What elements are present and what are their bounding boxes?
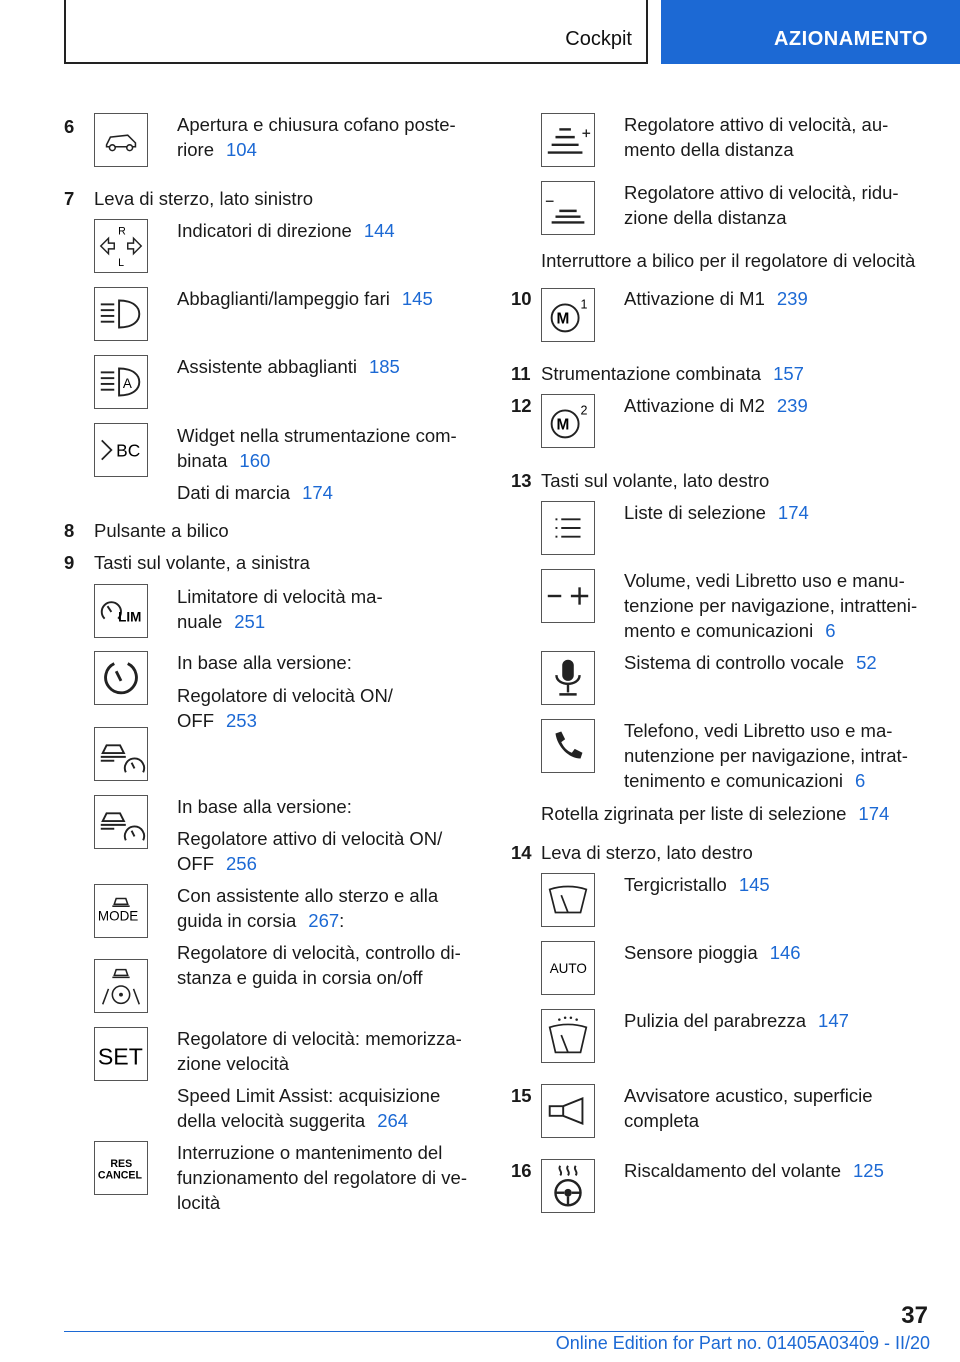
turn-signal-icon bbox=[94, 219, 148, 273]
distance-increase-icon bbox=[541, 113, 595, 167]
set-icon bbox=[94, 1027, 148, 1081]
item-12-text: Attivazione di M2 239 bbox=[624, 395, 808, 416]
page-ref-link[interactable]: 256 bbox=[226, 853, 257, 874]
distance-decrease-icon bbox=[541, 181, 595, 235]
vocale-text: Sistema di controllo vocale 52 bbox=[624, 652, 877, 673]
sensore-text: Sensore pioggia 146 bbox=[624, 942, 801, 963]
regolatore-on-text: Regolatore di velocità ON/ OFF 253 bbox=[177, 685, 393, 731]
dati-text: Dati di marcia 174 bbox=[177, 482, 333, 503]
svg-text:RES: RES bbox=[110, 1158, 133, 1171]
item-number: 16 bbox=[511, 1160, 532, 1181]
telefono-text: Telefono, vedi Libretto uso e ma- nutenzione per navigazione, intrat- tenimento e comunicazioni 6 bbox=[624, 720, 908, 791]
header-section-box bbox=[64, 0, 648, 64]
page-ref-link[interactable]: 6 bbox=[855, 770, 866, 791]
svg-text:M: M bbox=[556, 416, 570, 434]
page-ref-link[interactable]: 125 bbox=[853, 1160, 884, 1181]
svg-text:LIM: LIM bbox=[118, 609, 142, 625]
page-ref-link[interactable]: 239 bbox=[776, 288, 808, 309]
page-ref-link[interactable]: 52 bbox=[856, 652, 877, 673]
mode-icon bbox=[94, 884, 148, 938]
page-ref-link[interactable]: 144 bbox=[363, 220, 395, 241]
item-14-text: Leva di sterzo, lato destro bbox=[541, 842, 753, 863]
item-number: 10 bbox=[511, 288, 532, 309]
item-number: 14 bbox=[511, 842, 532, 863]
wiper-icon bbox=[541, 873, 595, 927]
washer-icon bbox=[541, 1009, 595, 1063]
svg-text:R: R bbox=[118, 225, 126, 238]
page-ref-link[interactable]: 174 bbox=[777, 502, 809, 523]
footer-divider bbox=[64, 1331, 864, 1332]
liste-text: Liste di selezione 174 bbox=[624, 502, 809, 523]
page-ref-link[interactable]: 174 bbox=[858, 803, 890, 824]
page-ref-link[interactable]: 145 bbox=[401, 288, 433, 309]
pulizia-text: Pulizia del parabrezza 147 bbox=[624, 1010, 849, 1031]
header-chapter: AZIONAMENTO bbox=[773, 28, 928, 50]
svg-text:L: L bbox=[118, 257, 125, 270]
item-number: 13 bbox=[511, 470, 532, 491]
svg-text:AUTO: AUTO bbox=[549, 960, 587, 976]
steering-assist-icon bbox=[94, 959, 148, 1013]
page-ref-link[interactable]: 147 bbox=[818, 1010, 849, 1031]
item-7-text: Leva di sterzo, lato sinistro bbox=[94, 188, 314, 209]
horn-icon bbox=[541, 1084, 595, 1138]
page-number: 37 bbox=[901, 1302, 928, 1329]
res-cancel-icon bbox=[94, 1141, 148, 1195]
page-ref-link[interactable]: 185 bbox=[368, 356, 400, 377]
controllo-text: Regolatore di velocità, controllo di- stanza e guida in corsia on/off bbox=[177, 942, 461, 988]
page-ref-link[interactable]: 239 bbox=[776, 395, 808, 416]
con-assistente-text: Con assistente allo sterzo e alla guida in corsia 267: bbox=[177, 885, 439, 931]
base1-text: In base alla versione: bbox=[177, 652, 352, 673]
svg-text:SET: SET bbox=[97, 1043, 143, 1070]
page-ref-link[interactable]: 267 bbox=[308, 910, 340, 931]
limitatore-text: Limitatore di velocità ma- nuale 251 bbox=[177, 586, 383, 632]
indicatori-text: Indicatori di direzione 144 bbox=[177, 220, 395, 241]
active-cruise-icon bbox=[94, 795, 148, 849]
footer-edition: Online Edition for Part no. 01405A03409 - II/20 bbox=[555, 1333, 930, 1353]
memorizza-text: Regolatore di velocità: memorizza- zione velocità bbox=[177, 1028, 462, 1074]
item-number: 7 bbox=[64, 188, 75, 209]
page-ref-link[interactable]: 146 bbox=[769, 942, 801, 963]
item-number: 15 bbox=[511, 1085, 532, 1106]
item-number: 9 bbox=[64, 552, 75, 573]
page-ref-link[interactable]: 264 bbox=[377, 1110, 409, 1131]
header-chapter-tab[interactable] bbox=[661, 0, 960, 64]
header-section: Cockpit bbox=[565, 28, 632, 50]
svg-text:MODE: MODE bbox=[97, 908, 139, 924]
rear-lid-icon bbox=[94, 113, 148, 167]
page-ref-link[interactable]: 104 bbox=[226, 139, 257, 160]
m1-icon bbox=[541, 288, 595, 342]
page-ref-link[interactable]: 145 bbox=[738, 874, 770, 895]
item-15-text: Avvisatore acustico, superficie completa bbox=[624, 1085, 873, 1131]
item-16-text: Riscaldamento del volante 125 bbox=[624, 1160, 884, 1181]
volume-text: Volume, vedi Libretto uso e manu- tenzione per navigazione, intratteni- mento e comunicazioni 6 bbox=[624, 570, 918, 641]
assistente-text: Assistente abbaglianti 185 bbox=[177, 356, 400, 377]
speed-limiter-icon bbox=[94, 584, 148, 638]
volume-icon bbox=[541, 569, 595, 623]
rotella-text: Rotella zigrinata per liste di selezione 174 bbox=[541, 803, 890, 824]
page-ref-link[interactable]: 160 bbox=[239, 450, 271, 471]
item-11-text: Strumentazione combinata 157 bbox=[541, 363, 804, 384]
interruttore-text: Interruttore a bilico per il regolatore di velocità bbox=[541, 250, 916, 271]
item-number: 6 bbox=[64, 116, 75, 137]
regolatore-attivo-text: Regolatore attivo di velocità ON/ OFF 256 bbox=[177, 828, 443, 874]
microphone-icon bbox=[541, 651, 595, 705]
item-13-text: Tasti sul volante, lato destro bbox=[541, 470, 770, 491]
item-10-text: Attivazione di M1 239 bbox=[624, 288, 808, 309]
tergi-text: Tergicristallo 145 bbox=[624, 874, 770, 895]
item-8-text: Pulsante a bilico bbox=[94, 520, 229, 541]
item-number: 12 bbox=[511, 395, 532, 416]
item-6-text: Apertura e chiusura cofano poste- riore 104 bbox=[177, 114, 456, 160]
svg-text:BC: BC bbox=[116, 440, 141, 461]
phone-icon bbox=[541, 719, 595, 773]
page-ref-link[interactable]: 174 bbox=[302, 482, 333, 503]
svg-text:2: 2 bbox=[580, 403, 588, 418]
base2-text: In base alla versione: bbox=[177, 796, 352, 817]
aumento-text: Regolatore attivo di velocità, au- mento della distanza bbox=[624, 114, 889, 160]
svg-text:M: M bbox=[556, 310, 570, 328]
speedlimit-text: Speed Limit Assist: acquisizione della velocità suggerita 264 bbox=[177, 1085, 441, 1131]
cruise-control-icon bbox=[94, 651, 148, 705]
active-cruise-icon bbox=[94, 727, 148, 781]
item-number: 11 bbox=[511, 363, 531, 384]
interruzione-text: Interruzione o mantenimento del funzionamento del regolatore di ve- locità bbox=[177, 1142, 468, 1213]
high-beam-icon bbox=[94, 287, 148, 341]
abbaglianti-text: Abbaglianti/lampeggio fari 145 bbox=[177, 288, 433, 309]
bc-icon bbox=[94, 423, 148, 477]
riduzione-text: Regolatore attivo di velocità, ridu- zione della distanza bbox=[624, 182, 899, 228]
list-icon bbox=[541, 501, 595, 555]
high-beam-assist-icon bbox=[94, 355, 148, 409]
svg-text:CANCEL: CANCEL bbox=[97, 1169, 142, 1182]
steering-heating-icon bbox=[541, 1159, 595, 1213]
svg-text:A: A bbox=[122, 375, 132, 391]
auto-icon bbox=[541, 941, 595, 995]
widget-text: Widget nella strumentazione com- binata 160 bbox=[177, 425, 457, 471]
page-ref-link[interactable]: 157 bbox=[773, 363, 804, 384]
svg-text:1: 1 bbox=[580, 297, 588, 312]
page-ref-link[interactable]: 6 bbox=[825, 620, 836, 641]
page-ref-link[interactable]: 253 bbox=[226, 710, 257, 731]
item-9-text: Tasti sul volante, a sinistra bbox=[94, 552, 310, 573]
page-ref-link[interactable]: 251 bbox=[234, 611, 266, 632]
item-number: 8 bbox=[64, 520, 75, 541]
m2-icon bbox=[541, 394, 595, 448]
